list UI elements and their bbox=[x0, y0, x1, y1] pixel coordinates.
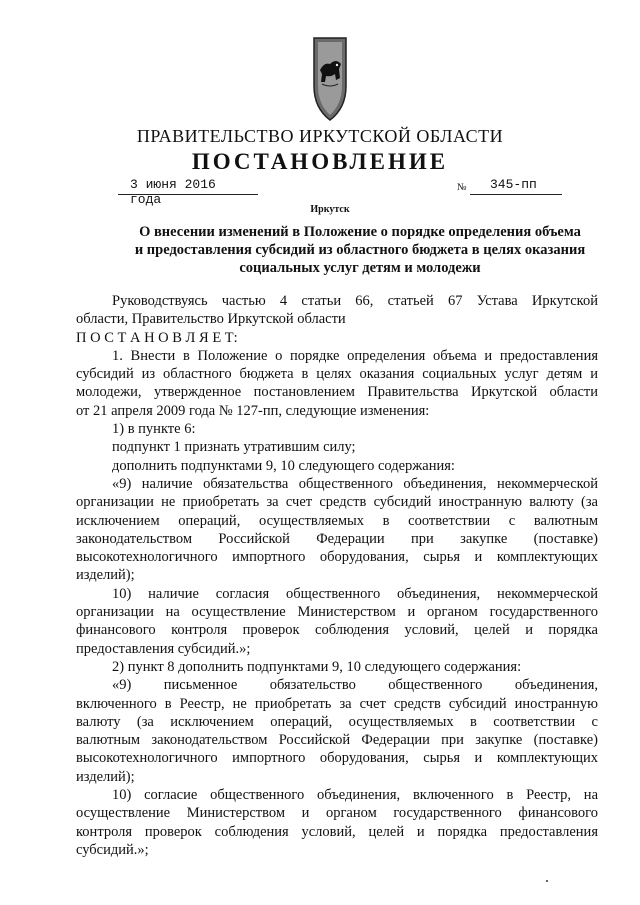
date-underline bbox=[118, 194, 258, 195]
body-line: валютным законодательством Российской Федерации при закупке (поставке) bbox=[76, 732, 598, 749]
body-line: финансового контроля проверок соблюдения условий, целей и порядка bbox=[76, 622, 598, 639]
title-line: О внесении изменений в Положение о порядке определения объема bbox=[139, 224, 581, 240]
body-line: «9) письменное обязательство общественного объединения, bbox=[112, 677, 598, 694]
body-line: исключением операций, осуществляемых в соответствии с валютным bbox=[76, 512, 598, 529]
body-line: «9) наличие обязательства общественного объединения, некоммерческой bbox=[112, 475, 598, 492]
body-line: изделий); bbox=[76, 768, 135, 785]
body-line: молодежи, утвержденное постановлением Правительства Иркутской области bbox=[76, 384, 598, 401]
document-type: ПОСТАНОВЛЕНИЕ bbox=[191, 149, 449, 174]
number-underline bbox=[470, 194, 562, 195]
document-body bbox=[76, 292, 598, 859]
body-line: законодательством Российской Федерации при закупке (поставке) bbox=[76, 530, 598, 547]
document-date: 3 июня 2016 года bbox=[130, 177, 216, 207]
body-line: от 21 апреля 2009 года № 127-пп, следующие изменения: bbox=[76, 402, 430, 419]
body-line: организации на осуществление Министерством и органом государственного bbox=[76, 604, 598, 621]
body-line: 1) в пункте 6: bbox=[112, 421, 196, 438]
number-sign: № bbox=[457, 182, 467, 193]
title-line: социальных услуг детям и молодежи bbox=[239, 260, 481, 276]
body-line: 1. Внести в Положение о порядке определения объема и предоставления bbox=[112, 347, 598, 364]
body-line: области, Правительство Иркутской области bbox=[76, 311, 346, 328]
body-line: субсидий из областного бюджета в целях оказания социальных услуг детям и bbox=[76, 366, 598, 383]
body-line: Руководствуясь частью 4 статьи 66, статьей 67 Устава Иркутской bbox=[112, 293, 598, 309]
scan-speck bbox=[546, 880, 548, 882]
body-line: предоставления субсидий.»; bbox=[76, 640, 251, 657]
title-line: и предоставления субсидий из областного бюджета в целях оказания bbox=[134, 242, 586, 258]
body-line: субсидий.»; bbox=[76, 841, 149, 858]
city-name: Иркутск bbox=[310, 204, 350, 215]
body-line: организации не приобретать за счет средств субсидий иностранную валюту (за bbox=[76, 494, 598, 511]
body-line: 2) пункт 8 дополнить подпунктами 9, 10 следующего содержания: bbox=[112, 658, 522, 675]
body-line: 10) наличие согласия общественного объединения, некоммерческой bbox=[112, 585, 598, 602]
document-number: 345-пп bbox=[490, 177, 537, 192]
body-line: высокотехнологичного импортного оборудования, сырья и комплектующих bbox=[76, 750, 598, 767]
body-line: высокотехнологичного импортного оборудования, сырья и комплектующих bbox=[76, 549, 598, 566]
body-line: подпункт 1 признать утратившим силу; bbox=[112, 439, 356, 456]
body-line: 10) согласие общественного объединения, включенного в Реестр, на bbox=[112, 787, 598, 804]
body-line: валюту (за исключением операций, осуществляемых в соответствии с bbox=[76, 713, 598, 730]
body-line: осуществление Министерством и органом государственного финансового bbox=[76, 805, 598, 822]
body-line: изделий); bbox=[76, 567, 135, 584]
coat-of-arms-icon bbox=[310, 36, 350, 122]
body-line: включенного в Реестр, не приобретать за счет средств субсидий иностранную bbox=[76, 695, 598, 712]
body-line: контроля проверок соблюдения условий, целей и порядка предоставления bbox=[76, 823, 598, 840]
government-name: ПРАВИТЕЛЬСТВО ИРКУТСКОЙ ОБЛАСТИ bbox=[136, 126, 504, 146]
body-line: дополнить подпунктами 9, 10 следующего содержания: bbox=[112, 457, 455, 474]
document-title bbox=[100, 223, 620, 277]
body-line: П О С Т А Н О В Л Я Е Т: bbox=[76, 329, 238, 346]
